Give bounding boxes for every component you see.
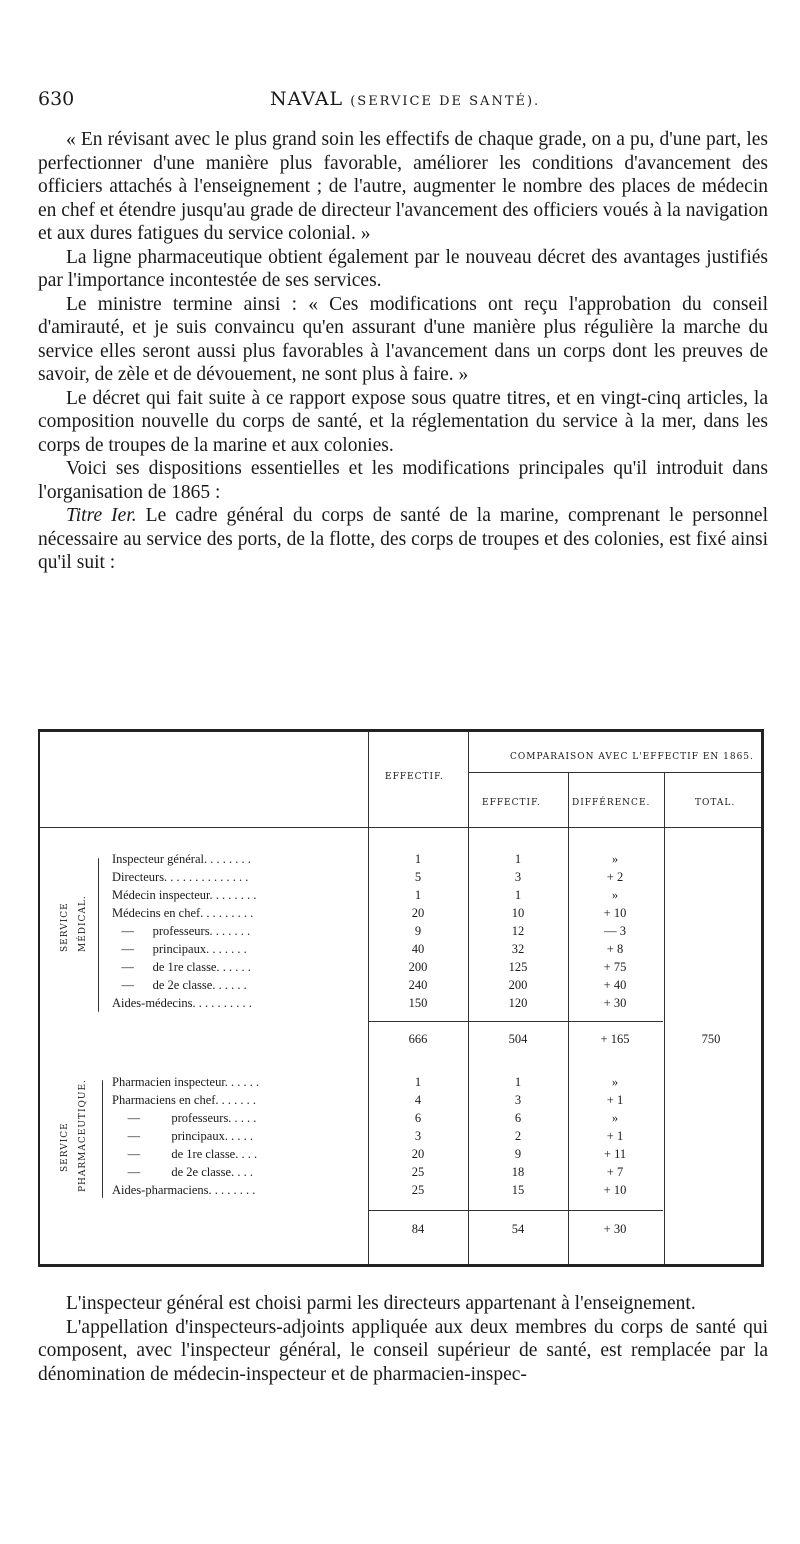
running-head [270,88,540,110]
col-header-difference: DIFFÉRENCE. [572,798,651,808]
table-cell: 2 [514,1129,522,1143]
table-cell: + 2 [606,870,624,884]
table-cell: 125 [508,960,528,974]
group-label-pharma-2: PHARMACEUTIQUE. [78,1079,88,1192]
table-cell: 4 [414,1093,422,1107]
table-row-label: — de 2e classe. . . . [112,1165,253,1179]
table-row-label: Pharmaciens en chef. . . . . . . [112,1093,257,1107]
table-cell: 6 [514,1111,522,1125]
running-head-main: NAVAL [270,88,344,110]
table-row-label: Pharmacien inspecteur. . . . . . [112,1075,260,1089]
table-row-label: — de 2e classe. . . . . . [112,978,247,992]
table-cell: 15 [511,1183,525,1197]
table-cell: 32 [511,942,525,956]
header-divider [40,827,761,828]
paragraph: La ligne pharmaceutique obtient également par le nouveau décret des avantages justifiés par l'importance incontestée de ses services. [38,246,768,291]
table-cell: 1 [514,1075,522,1089]
titre-label: Titre Ier. [66,505,137,526]
running-header [38,88,768,118]
table-cell: 1 [414,888,422,902]
table-row-label: Inspecteur général. . . . . . . . [112,852,251,866]
paragraph: L'inspecteur général est choisi parmi les directeurs appartenant à l'enseignement. [66,1293,696,1314]
subtotal-cell: 54 [511,1222,525,1236]
pharma-bracket [102,1080,103,1198]
table-cell: » [611,888,619,902]
table-cell: 9 [514,1147,522,1161]
table-cell: 3 [514,1093,522,1107]
table-cell: 1 [514,852,522,866]
table-cell: 5 [414,870,422,884]
table-cell: 40 [411,942,425,956]
medical-bracket [98,858,99,1012]
table-cell: 25 [411,1183,425,1197]
effectif-table [38,729,764,1267]
table-row-label: — de 1re classe. . . . [112,1147,258,1161]
col-divider [568,772,569,1264]
table-cell: 3 [414,1129,422,1143]
paragraph: L'appellation d'inspecteurs-adjoints appliquée aux deux membres du corps de santé qui composent, avec l'inspecteur général, le conseil supérieur de santé, est remplacée par la dénomination de médecin-inspecteur et de pharmacien-inspec- [38,1316,768,1385]
subtotal-cell: 84 [411,1222,425,1236]
table-cell: + 8 [606,942,624,956]
table-cell: 240 [408,978,428,992]
table-cell: 20 [411,1147,425,1161]
table-cell: 18 [511,1165,525,1179]
subtotal-line [368,1210,663,1211]
col-header-total: TOTAL. [695,798,736,808]
table-cell: » [611,852,619,866]
group-label-medical-1: SERVICE [60,902,70,952]
table-row-label: Directeurs. . . . . . . . . . . . . . [112,870,249,884]
table-cell: + 1 [606,1129,624,1143]
table-cell: 9 [414,924,422,938]
table-cell: 200 [508,978,528,992]
table-row-label: Médecins en chef. . . . . . . . . [112,906,254,920]
table-row-label: Aides-pharmaciens. . . . . . . . [112,1183,256,1197]
titre-paragraph [38,504,768,575]
table-cell: 20 [411,906,425,920]
total-cell: 750 [701,1032,721,1046]
table-cell: 6 [414,1111,422,1125]
titre-text: Le cadre général du corps de santé de la marine, comprenant le personnel nécessaire au service des ports, de la flotte, des corps de troupes et des colonies, est fixé ainsi qu'il suit : [38,505,769,573]
comparison-divider [468,772,761,773]
col-divider [368,732,369,1264]
table-cell: + 40 [603,978,627,992]
table-cell: 12 [511,924,525,938]
body-text-top [38,128,768,575]
table-row-label: — de 1re classe. . . . . . [112,960,251,974]
table-cell: » [611,1075,619,1089]
col-header-effectif: EFFECTIF. [385,772,444,782]
table-cell: 10 [511,906,525,920]
table-cell: — 3 [604,924,626,938]
col-header-comparaison: COMPARAISON AVEC L'EFFECTIF EN 1865. [510,752,754,762]
table-row-label: — professeurs. . . . . . . [112,924,251,938]
table-cell: + 75 [603,960,627,974]
table-row-label: Médecin inspecteur. . . . . . . . [112,888,257,902]
subtotal-cell: + 165 [600,1032,630,1046]
table-row-label: — principaux. . . . . [112,1129,253,1143]
table-cell: + 10 [603,1183,627,1197]
table-cell: » [611,1111,619,1125]
body-text-bottom [38,1292,768,1386]
subtotal-cell: 504 [508,1032,528,1046]
table-cell: 150 [408,996,428,1010]
paragraph: Le ministre termine ainsi : « Ces modifications ont reçu l'approbation du conseil d'amirauté, et je suis convaincu qu'en assurant d'une manière plus régulière la marche du service elles seront aussi plus favorables à l'avancement dans un corps dont les preuves de savoir, de zèle et de dévouement, ne sont plus à faire. » [38,293,768,385]
table-cell: 1 [414,852,422,866]
col-header-effectif-1865: EFFECTIF. [482,798,541,808]
table-row-label: — principaux. . . . . . . [112,942,247,956]
col-divider [468,732,469,1264]
table-cell: + 7 [606,1165,624,1179]
table-cell: + 10 [603,906,627,920]
table-cell: + 1 [606,1093,624,1107]
table-cell: 1 [414,1075,422,1089]
subtotal-cell: + 30 [603,1222,627,1236]
table-cell: 25 [411,1165,425,1179]
group-label-medical-2: MÉDICAL. [78,895,88,952]
table-cell: 3 [514,870,522,884]
table-cell: 200 [408,960,428,974]
paragraph: Le décret qui fait suite à ce rapport expose sous quatre titres, et en vingt-cinq articles, la composition nouvelle du corps de santé, et la réglementation du service à la mer, dans les corps de troupes de la marine et aux colonies. [38,387,768,456]
table-row-label: — professeurs. . . . . [112,1111,257,1125]
group-label-pharma-1: SERVICE [60,1122,70,1172]
subtotal-line [368,1021,663,1022]
table-cell: + 30 [603,996,627,1010]
paragraph: Voici ses dispositions essentielles et les modifications principales qu'il introduit dans l'organisation de 1865 : [38,458,768,503]
paragraph: « En révisant avec le plus grand soin les effectifs de chaque grade, on a pu, d'une part, les perfectionner d'une manière plus favorable, améliorer les conditions d'avancement des officiers attachés à l'enseignement ; de l'autre, augmenter le nombre des places de médecin en chef et étendre jusqu'au grade de directeur l'avancement des officiers voués à la navigation et aux dures fatigues du service colonial. » [38,129,769,244]
table-cell: 1 [514,888,522,902]
subtotal-cell: 666 [408,1032,428,1046]
table-cell: + 11 [603,1147,627,1161]
table-row-label: Aides-médecins. . . . . . . . . . [112,996,252,1010]
running-head-sub: (SERVICE DE SANTÉ). [350,94,541,109]
col-divider [664,772,665,1264]
table-cell: 120 [508,996,528,1010]
page-number: 630 [38,88,75,110]
